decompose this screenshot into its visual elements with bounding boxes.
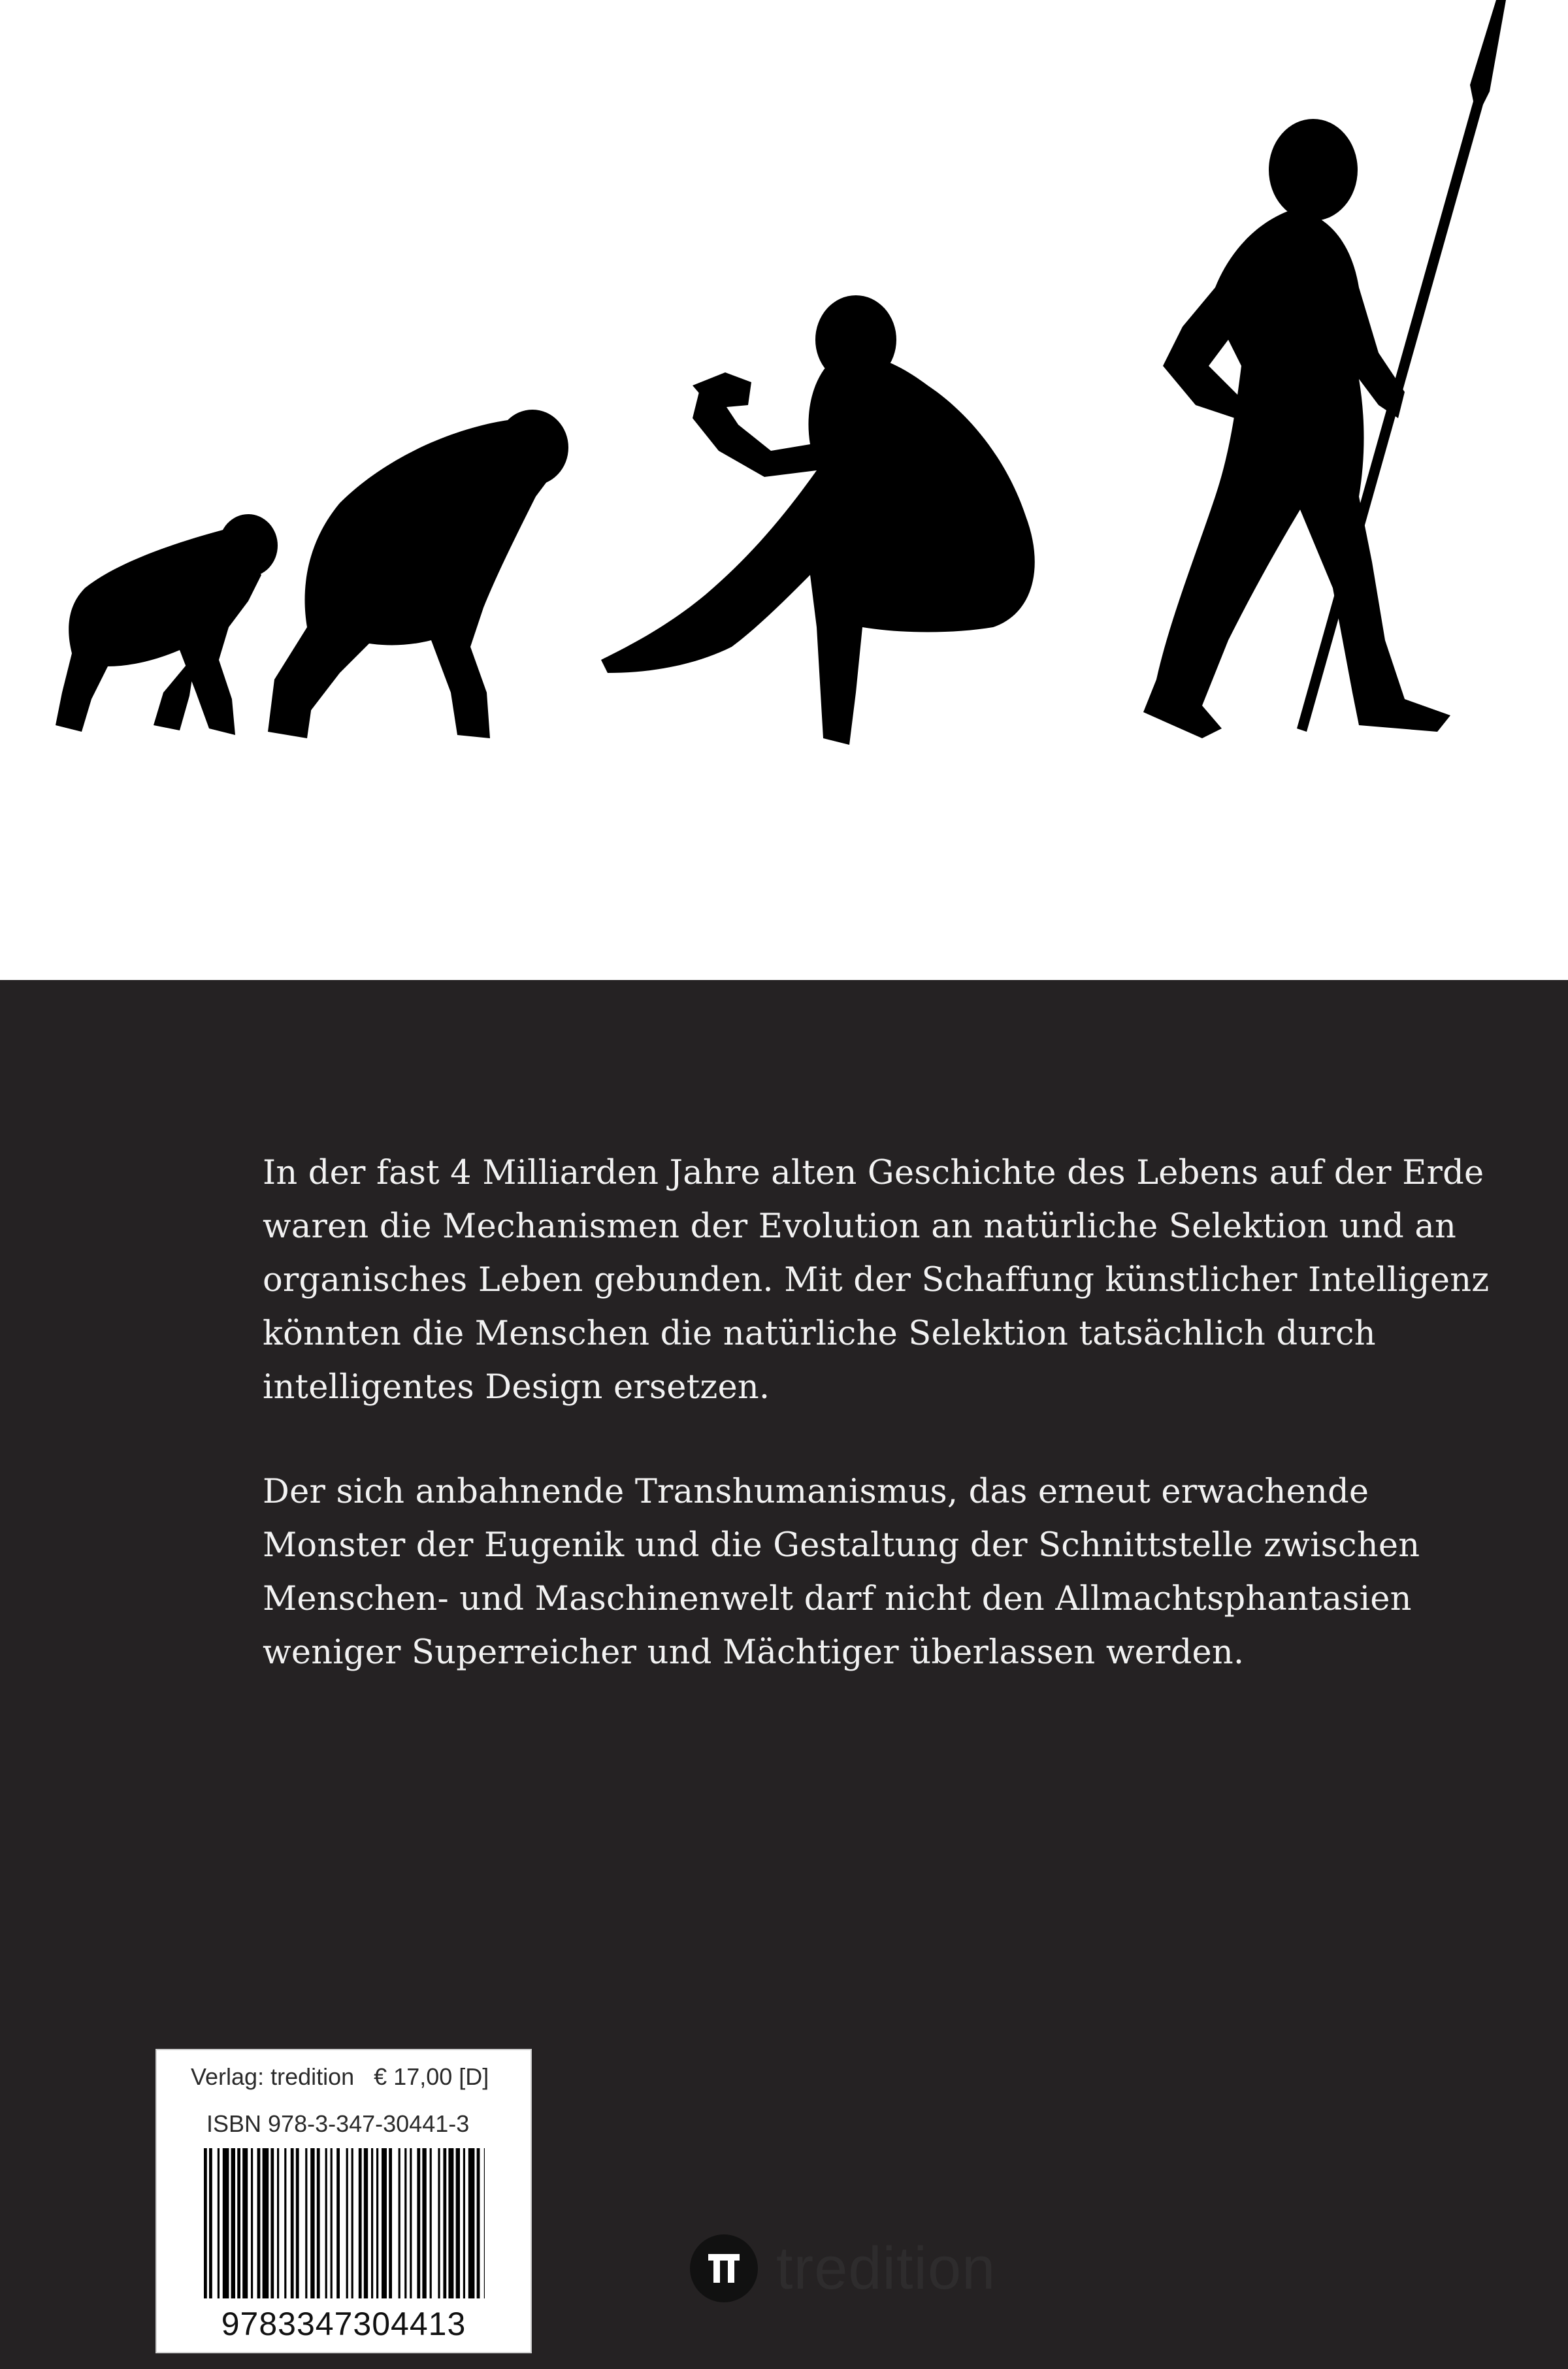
isbn-barcode-box xyxy=(155,2049,532,2353)
publisher-price-line: Verlag: tredition € 17,00 [D] xyxy=(191,2063,489,2090)
barcode-bars xyxy=(204,2148,485,2305)
blurb-text xyxy=(263,1147,1504,1731)
evolution-illustration xyxy=(0,0,1568,980)
blurb-paragraph-1: In der fast 4 Milliarden Jahre alten Geschichte des Lebens auf der Erde waren die Mechanismen der Evolution an natürliche Selektion und an organisches Leben gebunden. Mit der Schaffung künstlicher Intelligenz könnten die Menschen die natürliche Selektion tatsächlich durch intelligentes Design ersetzen. xyxy=(263,1154,1490,1407)
blurb-paragraph-2: Der sich anbahnende Transhumanismus, das erneut erwachende Monster der Eugenik und die Gestaltung der Schnittstelle zwischen Menschen- und Maschinenwelt darf nicht den Allmachtsphantasien weniger Superreicher und Mächtiger überlassen werden. xyxy=(263,1473,1420,1672)
evolution-silhouettes xyxy=(0,0,1568,980)
tredition-logo-icon xyxy=(690,2234,758,2302)
isbn-line: ISBN 978-3-347-30441-3 xyxy=(206,2110,470,2137)
barcode-digits: 9783347304413 xyxy=(221,2306,466,2342)
hominid-silhouette-3 xyxy=(601,295,1035,745)
publisher-logo xyxy=(690,2234,996,2302)
publisher-name: tredition xyxy=(776,2234,996,2302)
ape-silhouette-2 xyxy=(268,410,568,738)
human-silhouette-4 xyxy=(1143,0,1506,738)
ape-silhouette-1 xyxy=(56,514,278,735)
